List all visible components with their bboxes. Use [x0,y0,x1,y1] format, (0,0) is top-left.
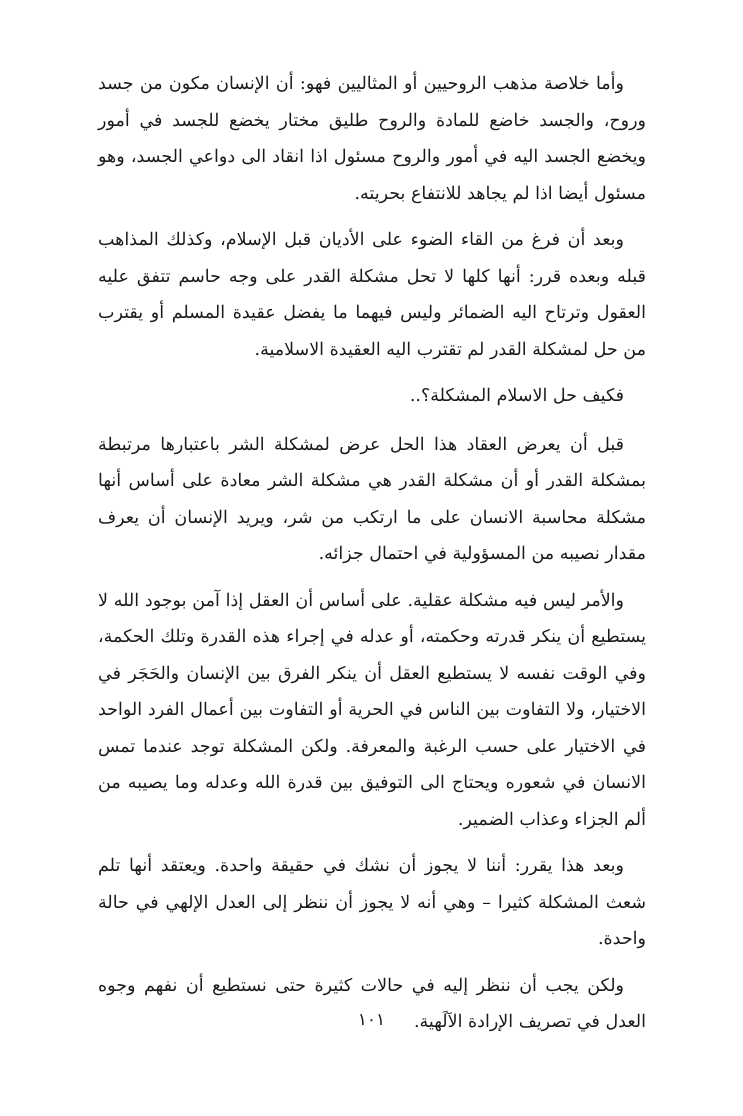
paragraph-not-rational-problem: والأمر ليس فيه مشكلة عقلية. على أساس أن العقل إذا آمن بوجود الله لا يستطيع أن ينكر قدرته وحكمته، أو عدله في إجراء هذه القدرة وتلك الحكمة، وفي الوقت نفسه لا يستطيع العقل أن ينكر الفرق بين الإنسان والحَجَر في الاختيار، ولا التفاوت بين الناس في الحرية أو التفاوت بين أعمال الفرد الواحد في الاختيار على حسب الرغبة والمعرفة. ولكن المشكلة توجد عندما تمس الانسان في شعوره ويحتاج الى التوفيق بين قدرة الله وعدله وما يصيبه من ألم الجزاء وعذاب الضمير. [98,590,646,830]
section-question: فكيف حل الاسلام المشكلة؟.. [409,386,624,406]
page-text-block [98,66,646,1051]
paragraph-spiritualists-summary: وأما خلاصة مذهب الروحيين أو المثاليين فهو: أن الإنسان مكون من جسد وروح، والجسد خاضع للمادة والروح طليق مختار يخضع للجسد في أمور ويخضع الجسد اليه في أمور والروح مسئول اذا انقاد الى دواعي الجسد، وهو مسئول أيضا اذا لم يجاهد للانتفاع بحريته. [98,74,646,204]
paragraph-single-truth: وبعد هذا يقرر: أننا لا يجوز أن نشك في حقيقة واحدة. ويعتقد أنها تلم شعث المشكلة كثيرا – وهي أنه لا يجوز أن ننظر إلى العدل الإلهي في حالة واحدة. [98,856,646,949]
paragraph-problem-of-evil: قبل أن يعرض العقاد هذا الحل عرض لمشكلة الشر باعتبارها مرتبطة بمشكلة القدر أو أن مشكلة القدر هي مشكلة الشر معادة على أساس أنها مشكلة محاسبة الانسان على ما ارتكب من شر، ويريد الإنسان أن يعرف مقدار نصيبه من المسؤولية في احتمال جزائه. [98,434,646,564]
paragraph-religions-and-doctrines: وبعد أن فرغ من القاء الضوء على الأديان قبل الإسلام، وكذلك المذاهب قبله وبعده قرر: أنها كلها لا تحل مشكلة القدر على وجه حاسم تتفق عليه العقول وترتاح اليه الضمائر وليس فيهما ما يفضل عقيدة المسلم أو يقترب من حل لمشكلة القدر لم تقترب اليه العقيدة الاسلامية. [98,230,646,360]
paragraph-divine-justice: ولكن يجب أن ننظر إليه في حالات كثيرة حتى نستطيع أن نفهم وجوه العدل في تصريف الإرادة الآلَهية. [98,975,646,1032]
page-number: ١٠١ [357,1010,386,1030]
